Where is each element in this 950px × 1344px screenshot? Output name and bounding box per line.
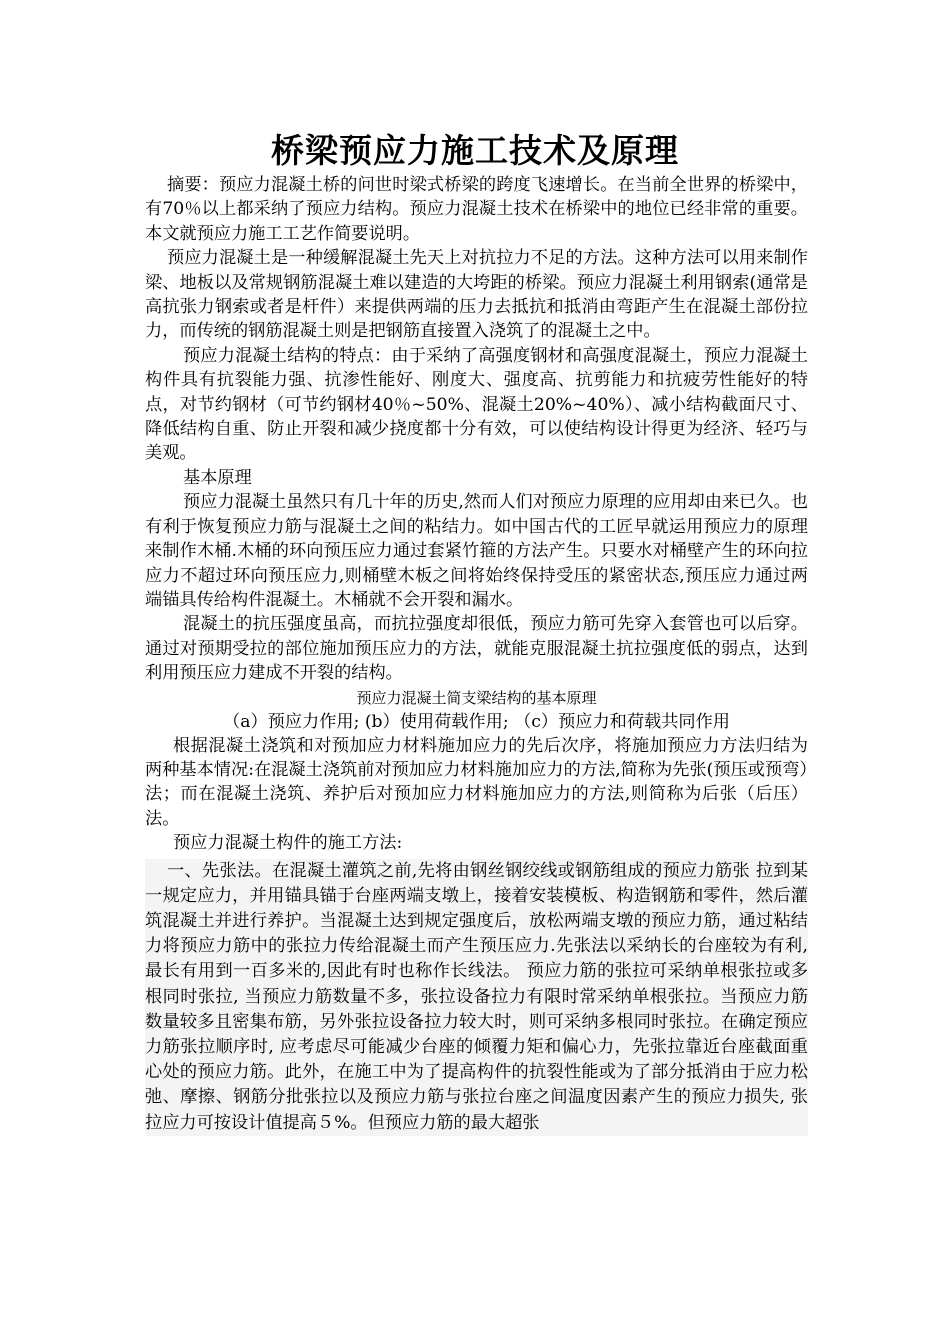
- section-heading: 预应力混凝土构件的施工方法:: [173, 833, 403, 854]
- figure-subcaption: （a）预应力作用; (b）使用荷载作用; （c）预应力和荷载共同作用: [223, 711, 730, 732]
- body-paragraph: 一、先张法。在混凝土灌筑之前,先将由钢丝钢绞线或钢筋组成的预应力筋张 拉到某一规定应力，并用锚具锚于台座两端支墩上，接着安装模板、构造钢筋和零件，然后灌筑混凝土并进行养护。当混凝土达到规定强度后，放松两端支墩的预应力筋，通过粘结力将预应力筋中的张拉力传给混凝土而产生预压应力.先张法以采纳长的台座较为有利,最长有用到一百多米的,因此有时也称作长线法。 预应力筋的张拉可采纳单根张拉或多根同时张拉, 当预应力筋数量不多，张拉设备拉力有限时常采纳单根张拉。当预应力筋数量较多且密集布筋，另外张拉设备拉力较大时，则可采纳多根同时张拉。在确定预应力筋张拉顺序时, 应考虑尽可能减少台座的倾覆力矩和偏心力，先张拉靠近台座截面重心处的预应力筋。此外，在施工中为了提高构件的抗裂性能或为了部分抵消由于应力松弛、摩擦、钢筋分批张拉以及预应力筋与张拉台座之间温度因素产生的预应力损失, 张拉应力可按设计值提高５%。但预应力筋的最大超张: [145, 860, 808, 1133]
- body-paragraph: 预应力混凝土虽然只有几十年的历史,然而人们对预应力原理的应用却由来已久。也有利于恢复预应力筋与混凝土之间的粘结力。如中国古代的工匠早就运用预应力的原理来制作木桶.木桶的环向预压应力通过套紧竹箍的方法产生。只要水对桶壁产生的环向拉应力不超过环向预压应力,则桶壁木板之间将始终保持受压的紧密状态,预压应力通过两端锚具传给构件混凝土。木桶就不会开裂和漏水。: [145, 492, 808, 610]
- body-paragraph: 预应力混凝土是一种缓解混凝土先天上对抗拉力不足的方法。这种方法可以用来制作梁、地板以及常规钢筋混凝土难以建造的大垮距的桥梁。预应力混凝土利用钢索(通常是高抗张力钢索或者是杆件）来提供两端的压力去抵抗和抵消由弯距产生在混凝土部份拉力，而传统的钢筋混凝土则是把钢筋直接置入浇筑了的混凝土之中。: [145, 248, 808, 342]
- body-paragraph: 预应力混凝土结构的特点：由于采纳了高强度钢材和高强度混凝土，预应力混凝土构件具有抗裂能力强、抗渗性能好、刚度大、强度高、抗剪能力和抗疲劳性能好的特点，对节约钢材（可节约钢材40％~50%、混凝土20%~40%）、减小结构截面尺寸、降低结构自重、防止开裂和减少挠度都十分有效，可以使结构设计得更为经济、轻巧与美观。: [145, 345, 808, 464]
- body-paragraph: 根据混凝土浇筑和对预加应力材料施加应力的先后次序，将施加预应力方法归结为两种基本情况:在混凝土浇筑前对预加应力材料施加应力的方法,简称为先张(预压或预弯）法；而在混凝土浇筑、养护后对预加应力材料施加应力的方法,则简称为后张（后压）法。: [145, 735, 808, 829]
- document-title: 桥梁预应力施工技术及原理: [271, 131, 679, 170]
- abstract-paragraph: 摘要：预应力混凝土桥的问世时梁式桥梁的跨度飞速增长。在当前全世界的桥梁中，有70％以上都采纳了预应力结构。预应力混凝土技术在桥梁中的地位已经非常的重要。本文就预应力施工工艺作简要说明。: [145, 175, 808, 244]
- document-body: [145, 173, 808, 1136]
- figure-caption: 预应力混凝土简支梁结构的基本原理: [356, 688, 597, 707]
- section-heading: 基本原理: [183, 467, 252, 488]
- body-paragraph: 混凝土的抗压强度虽高，而抗拉强度却很低，预应力筋可先穿入套管也可以后穿。通过对预期受拉的部位施加预压应力的方法，就能克服混凝土抗拉强度低的弱点，达到利用预压应力建成不开裂的结构。: [145, 614, 808, 684]
- shaded-block: [145, 859, 808, 1136]
